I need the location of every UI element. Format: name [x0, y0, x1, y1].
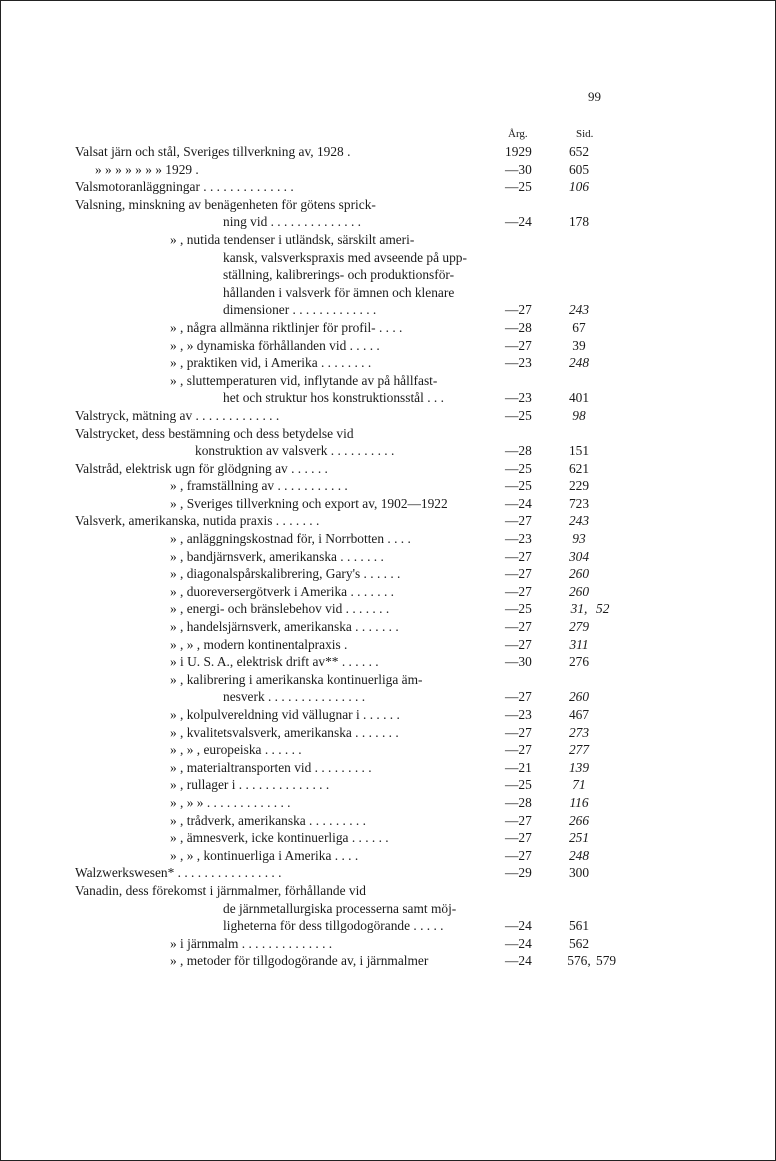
entry-year: —23 — [505, 707, 532, 722]
entry-text: Valsverk, amerikanska, nutida praxis . . . . . . . — [75, 513, 320, 529]
index-row — [0, 161, 776, 179]
entry-page-extra: 579 — [596, 953, 617, 969]
entry-text: » , trådverk, amerikanska . . . . . . . . . — [170, 812, 366, 828]
entry-page: 93 — [572, 531, 586, 547]
index-row — [0, 706, 776, 724]
entry-year: —24 — [505, 214, 532, 230]
entry-year: —27 — [505, 812, 532, 828]
entry-page: 621 — [568, 460, 590, 476]
entry-text: » i U. S. A., elektrisk drift av** . . . . . . — [170, 654, 379, 670]
entry-year: —27 — [505, 337, 532, 353]
entry-page: 67 — [572, 319, 586, 335]
entry-year: —27 — [505, 636, 532, 652]
entry-text: » , bandjärnsverk, amerikanska . . . . . . . — [170, 548, 384, 564]
entry-year: —25 — [505, 407, 532, 423]
entry-text: het och struktur hos konstruktionsstål . . . — [223, 390, 444, 406]
entry-page: 106 — [568, 179, 590, 195]
index-row — [0, 372, 776, 390]
index-row — [0, 847, 776, 865]
index-row — [0, 794, 776, 812]
entry-year: —27 — [505, 830, 532, 846]
entry-text: » , energi- och bränslebehov vid . . . . . . . — [170, 601, 390, 617]
index-row — [0, 653, 776, 671]
index-row — [0, 600, 776, 618]
entry-page: 260 — [568, 566, 590, 582]
index-row — [0, 213, 776, 231]
entry-text: dimensioner . . . . . . . . . . . . . — [223, 302, 377, 318]
index-row — [0, 636, 776, 654]
entry-text: » , » » . . . . . . . . . . . . . — [170, 794, 291, 810]
entry-text: » i järnmalm . . . . . . . . . . . . . . — [170, 935, 333, 951]
entry-text: » , kvalitetsvalsverk, amerikanska . . . . . . . — [170, 724, 399, 740]
entry-page: 243 — [568, 302, 590, 318]
entry-year: —27 — [505, 847, 532, 863]
entry-text: » » » » » » » 1929 . — [95, 161, 199, 177]
entry-page: 304 — [568, 548, 590, 564]
entry-year: —25 — [505, 179, 532, 195]
entry-text: » , » , europeiska . . . . . . — [170, 742, 302, 758]
index-row — [0, 776, 776, 794]
entry-page: 723 — [568, 495, 590, 511]
index-row — [0, 882, 776, 900]
index-row — [0, 460, 776, 478]
entry-year: —24 — [505, 918, 532, 934]
index-row — [0, 178, 776, 196]
entry-year: —27 — [505, 583, 532, 599]
entry-text: hållanden i valsverk för ämnen och klenare — [223, 284, 455, 300]
entry-page: 273 — [568, 724, 590, 740]
entry-page: 39 — [572, 337, 586, 353]
entry-year: —25 — [505, 478, 532, 494]
entry-text: Walzwerkswesen* . . . . . . . . . . . . . . . . — [75, 865, 282, 881]
index-row — [0, 688, 776, 706]
entry-page: 178 — [568, 214, 590, 230]
entry-year: —27 — [505, 513, 532, 529]
entry-text: » , praktiken vid, i Amerika . . . . . . . . — [170, 355, 372, 371]
entry-year: —27 — [505, 724, 532, 740]
entry-text: konstruktion av valsverk . . . . . . . . . . — [195, 443, 395, 459]
column-header-year: Årg. — [508, 128, 528, 140]
entry-text: ställning, kalibrerings- och produktionsför- — [223, 267, 455, 283]
index-row — [0, 759, 776, 777]
index-row — [0, 829, 776, 847]
entry-year: —30 — [505, 161, 532, 177]
entry-page: 605 — [568, 161, 590, 177]
index-row — [0, 495, 776, 513]
entry-text: » , framställning av . . . . . . . . . . . — [170, 478, 348, 494]
entry-page: 266 — [568, 812, 590, 828]
entry-year: —23 — [505, 355, 532, 371]
entry-text: » , rullager i . . . . . . . . . . . . . . — [170, 777, 330, 793]
entry-text: » , sluttemperaturen vid, inflytande av på hållfast- — [170, 372, 438, 388]
index-row — [0, 618, 776, 636]
entry-page: 279 — [568, 619, 590, 635]
entry-page-extra: 52 — [596, 601, 610, 617]
index-row — [0, 952, 776, 970]
index-row — [0, 249, 776, 267]
index-row — [0, 354, 776, 372]
index-row — [0, 425, 776, 443]
entry-text: » , Sveriges tillverkning och export av, 1902—1922 — [170, 495, 448, 511]
entry-text: Valstryck, mätning av . . . . . . . . . . . . . — [75, 407, 280, 423]
entry-page: 229 — [568, 478, 590, 494]
entry-page: 151 — [568, 443, 590, 459]
index-row — [0, 935, 776, 953]
entry-year: —30 — [505, 654, 532, 670]
entry-text: ning vid . . . . . . . . . . . . . . — [223, 214, 361, 230]
index-row — [0, 548, 776, 566]
entry-year: —27 — [505, 742, 532, 758]
entry-year: —24 — [505, 935, 532, 951]
entry-page: 401 — [568, 390, 590, 406]
entry-text: » , metoder för tillgodogörande av, i järnmalmer — [170, 953, 429, 969]
entry-year: —25 — [505, 601, 532, 617]
index-row — [0, 301, 776, 319]
entry-text: de järnmetallurgiska processerna samt möj- — [223, 900, 457, 916]
entry-year: —27 — [505, 689, 532, 705]
entry-page: 71 — [572, 777, 586, 793]
index-row — [0, 671, 776, 689]
entry-text: » , ämnesverk, icke kontinuerliga . . . . . . — [170, 830, 389, 846]
entry-text: » , » , modern kontinentalpraxis . — [170, 636, 348, 652]
index-row — [0, 812, 776, 830]
entry-year: —28 — [505, 319, 532, 335]
entry-text: » , kalibrering i amerikanska kontinuerliga äm- — [170, 671, 423, 687]
entry-year: —29 — [505, 865, 532, 881]
entry-text: » , duoreversergötverk i Amerika . . . . . . . — [170, 583, 394, 599]
entry-year: —24 — [505, 495, 532, 511]
entry-page: 576, — [567, 953, 591, 969]
entry-text: » , handelsjärnsverk, amerikanska . . . . . . . — [170, 619, 399, 635]
entry-page: 561 — [568, 918, 590, 934]
index-row — [0, 864, 776, 882]
entry-page: 31, — [570, 601, 588, 617]
entry-text: Valstrycket, dess bestämning och dess betydelse vid — [75, 425, 354, 441]
column-header-page: Sid. — [576, 128, 594, 140]
entry-year: —27 — [505, 302, 532, 318]
page-number: 99 — [588, 89, 601, 104]
entry-page: 562 — [568, 935, 590, 951]
entry-text: » , nutida tendenser i utländsk, särskilt ameri- — [170, 231, 415, 247]
entry-year: —27 — [505, 548, 532, 564]
index-row — [0, 196, 776, 214]
entry-year: —24 — [505, 953, 532, 969]
entry-year: —23 — [505, 531, 532, 547]
index-row — [0, 530, 776, 548]
index-row — [0, 319, 776, 337]
entry-year: —25 — [505, 777, 532, 793]
entry-page: 652 — [568, 144, 590, 159]
index-row — [0, 284, 776, 302]
index-row — [0, 741, 776, 759]
index-row — [0, 231, 776, 249]
index-row — [0, 724, 776, 742]
index-row — [0, 337, 776, 355]
entry-page: 277 — [568, 742, 590, 758]
entry-text: » , » , kontinuerliga i Amerika . . . . — [170, 847, 359, 863]
entry-text: Valsmotoranläggningar . . . . . . . . . . . . . . — [75, 179, 294, 195]
index-row — [0, 143, 776, 161]
entry-page: 243 — [568, 513, 590, 529]
entry-year: —28 — [505, 794, 532, 810]
entry-page: 467 — [568, 707, 590, 722]
entry-text: kansk, valsverkspraxis med avseende på upp- — [223, 249, 467, 265]
index-row — [0, 442, 776, 460]
index-row — [0, 266, 776, 284]
index-row — [0, 900, 776, 918]
entry-year: —21 — [505, 759, 532, 775]
entry-page: 251 — [568, 830, 590, 846]
entry-text: Vanadin, dess förekomst i järnmalmer, förhållande vid — [75, 882, 366, 898]
entry-page: 98 — [572, 407, 586, 423]
entry-page: 116 — [569, 794, 589, 810]
index-row — [0, 477, 776, 495]
entry-page: 276 — [568, 654, 590, 670]
entry-text: Valsat järn och stål, Sveriges tillverkning av, 1928 . — [75, 144, 351, 159]
entry-page: 139 — [568, 759, 590, 775]
entry-text: Valstråd, elektrisk ugn för glödgning av . . . . . . — [75, 460, 328, 476]
index-row — [0, 583, 776, 601]
entry-text: Valsning, minskning av benägenheten för götens sprick- — [75, 196, 376, 212]
entry-year: —28 — [505, 443, 532, 459]
entry-year: —27 — [505, 619, 532, 635]
entry-page: 300 — [568, 865, 590, 881]
entry-text: » , diagonalspårskalibrering, Gary's . . . . . . — [170, 566, 401, 582]
entry-text: » , kolpulvereldning vid vällugnar i . . . . . . — [170, 707, 400, 722]
entry-text: » , materialtransporten vid . . . . . . . . . — [170, 759, 372, 775]
entry-year: —23 — [505, 390, 532, 406]
index-entries — [0, 143, 776, 970]
entry-page: 260 — [568, 583, 590, 599]
entry-text: nesverk . . . . . . . . . . . . . . . — [223, 689, 366, 705]
index-row — [0, 407, 776, 425]
index-row — [0, 512, 776, 530]
entry-page: 248 — [568, 355, 590, 371]
entry-text: » , några allmänna riktlinjer för profil- . . . . — [170, 319, 403, 335]
index-row — [0, 389, 776, 407]
entry-page: 311 — [569, 636, 589, 652]
index-row — [0, 565, 776, 583]
entry-year: —27 — [505, 566, 532, 582]
entry-year: 1929 — [505, 144, 532, 159]
entry-year: —25 — [505, 460, 532, 476]
entry-text: » , » dynamiska förhållanden vid . . . . . — [170, 337, 380, 353]
entry-text: » , anläggningskostnad för, i Norrbotten . . . . — [170, 531, 411, 547]
index-row — [0, 917, 776, 935]
entry-text: ligheterna för dess tillgodogörande . . . . . — [223, 918, 444, 934]
entry-page: 248 — [568, 847, 590, 863]
entry-page: 260 — [568, 689, 590, 705]
